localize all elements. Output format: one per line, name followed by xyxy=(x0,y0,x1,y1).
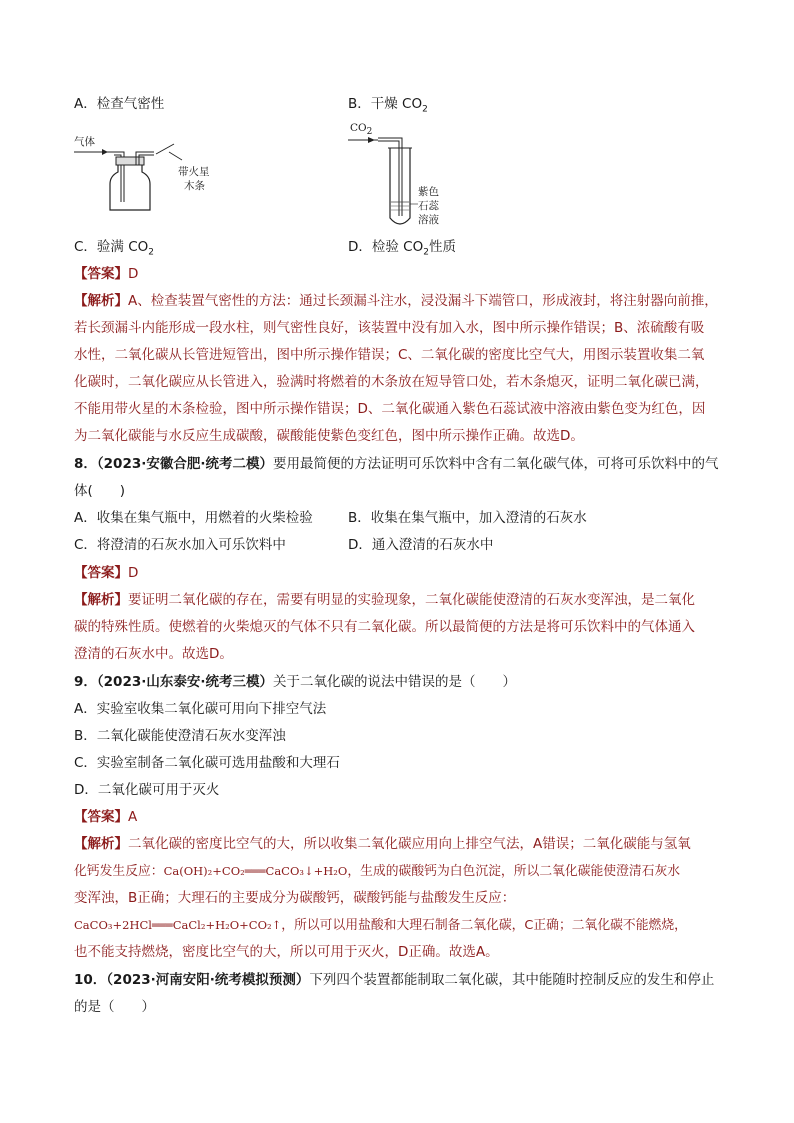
option-b-label: B．干燥 $CO_2$ xyxy=(348,96,428,115)
q8-option-d: D．通入澄清的石灰水中 xyxy=(348,537,494,553)
q9-option-d: D．二氧化碳可用于灭火 xyxy=(74,782,220,798)
q8-option-a: A．收集在集气瓶中，用燃着的火柴检验 xyxy=(74,510,313,526)
q9-option-b: B．二氧化碳能使澄清石灰水变浑浊 xyxy=(74,728,286,744)
q9-stem: 9．（2023·山东泰安·统考三模）关于二氧化碳的说法中错误的是（ ） xyxy=(74,674,516,690)
q10-stem-line-2: 的是（ ） xyxy=(74,999,155,1015)
option-c-label: C．验满 $CO_2$ xyxy=(74,239,155,258)
q8-stem-line-2: 体( ) xyxy=(74,483,126,499)
q8-option-c: C．将澄清的石灰水加入可乐饮料中 xyxy=(74,537,286,553)
q7-analysis-line-3: 水性，二氧化碳从长管进短管出，图中所示操作错误；C、二氧化碳的密度比空气大，用图示装置收集二氧 xyxy=(74,347,705,363)
liquid-label-line3: 溶液 xyxy=(418,214,439,226)
q7-analysis-line-5: 不能用带火星的木条检验，图中所示操作错误；D、二氧化碳通入紫色石蕊试液中溶液由紫色变为红色，因 xyxy=(74,401,706,417)
q9-analysis-line-4: CaCO₃+2HCl═══CaCl₂+H₂O+CO₂↑，所以可以用盐酸和大理石制备二氧化碳，C正确；二氧化碳不能燃烧， xyxy=(74,918,687,933)
q8-stem-line-1: 8．（2023·安徽合肥·统考二模）要用最简便的方法证明可乐饮料中含有二氧化碳气体，可将可乐饮料中的气 xyxy=(74,456,719,472)
option-d-label: D．检验 $CO_2$性质 xyxy=(348,239,456,258)
q8-option-b: B．收集在集气瓶中，加入澄清的石灰水 xyxy=(348,510,587,526)
q8-answer: 【答案】D xyxy=(74,565,139,581)
q10-stem-line-1: 10．（2023·河南安阳·统考模拟预测）下列四个装置都能制取二氧化碳，其中能随时控制反应的发生和停止 xyxy=(74,972,715,988)
splint-label-line2: 木条 xyxy=(184,180,205,192)
co2-label: $CO_2$ xyxy=(350,122,373,138)
q7-analysis-line-2: 若长颈漏斗内能形成一段水柱，则气密性良好，该装置中没有加入水，图中所示操作错误；B、浓硫酸有吸 xyxy=(74,320,705,336)
q9-option-c: C．实验室制备二氧化碳可选用盐酸和大理石 xyxy=(74,755,340,771)
q7-analysis-line-4: 化碳时，二氧化碳应从长管进入，验满时将燃着的木条放在短导管口处，若木条熄灭，证明二氧化碳已满， xyxy=(74,374,709,390)
figure-co2-full-test xyxy=(74,130,224,215)
q7-analysis-line-1: 【解析】A、检查装置气密性的方法：通过长颈漏斗注水，浸没漏斗下端管口，形成液封，将注射器向前推， xyxy=(74,293,718,309)
q8-analysis-line-2: 碳的特殊性质。使燃着的火柴熄灭的气体不只有二氧化碳。所以最简便的方法是将可乐饮料中的气体通入 xyxy=(74,619,695,635)
liquid-label-line1: 紫色 xyxy=(418,186,439,198)
q8-analysis-line-3: 澄清的石灰水中。故选D。 xyxy=(74,646,233,662)
q9-answer: 【答案】A xyxy=(74,809,138,825)
q9-analysis-line-2: 化钙发生反应：Ca(OH)₂+CO₂═══CaCO₃↓+H₂O，生成的碳酸钙为白色沉淀，所以二氧化碳能使澄清石灰水 xyxy=(74,864,681,879)
figure-co2-property-test xyxy=(348,120,458,232)
gas-label: 气体 xyxy=(74,136,95,148)
option-a-label: A．检查气密性 xyxy=(74,96,165,112)
liquid-label-line2: 石蕊 xyxy=(418,200,439,212)
q8-analysis-line-1: 【解析】要证明二氧化碳的存在，需要有明显的实验现象，二氧化碳能使澄清的石灰水变浑浊，是二氧化 xyxy=(74,592,695,608)
q9-analysis-line-1: 【解析】二氧化碳的密度比空气的大，所以收集二氧化碳应用向上排空气法，A错误；二氧化碳能与氢氧 xyxy=(74,836,691,852)
q9-analysis-line-3: 变浑浊，B正确；大理石的主要成分为碳酸钙，碳酸钙能与盐酸发生反应： xyxy=(74,890,516,906)
q9-option-a: A．实验室收集二氧化碳可用向下排空气法 xyxy=(74,701,327,717)
q7-answer: 【答案】D xyxy=(74,266,139,282)
splint-label-line1: 带火星 xyxy=(178,166,210,178)
q9-analysis-line-5: 也不能支持燃烧，密度比空气的大，所以可用于灭火，D正确。故选A。 xyxy=(74,944,499,960)
q7-analysis-line-6: 为二氧化碳能与水反应生成碳酸，碳酸能使紫色变红色，图中所示操作正确。故选D。 xyxy=(74,428,584,444)
